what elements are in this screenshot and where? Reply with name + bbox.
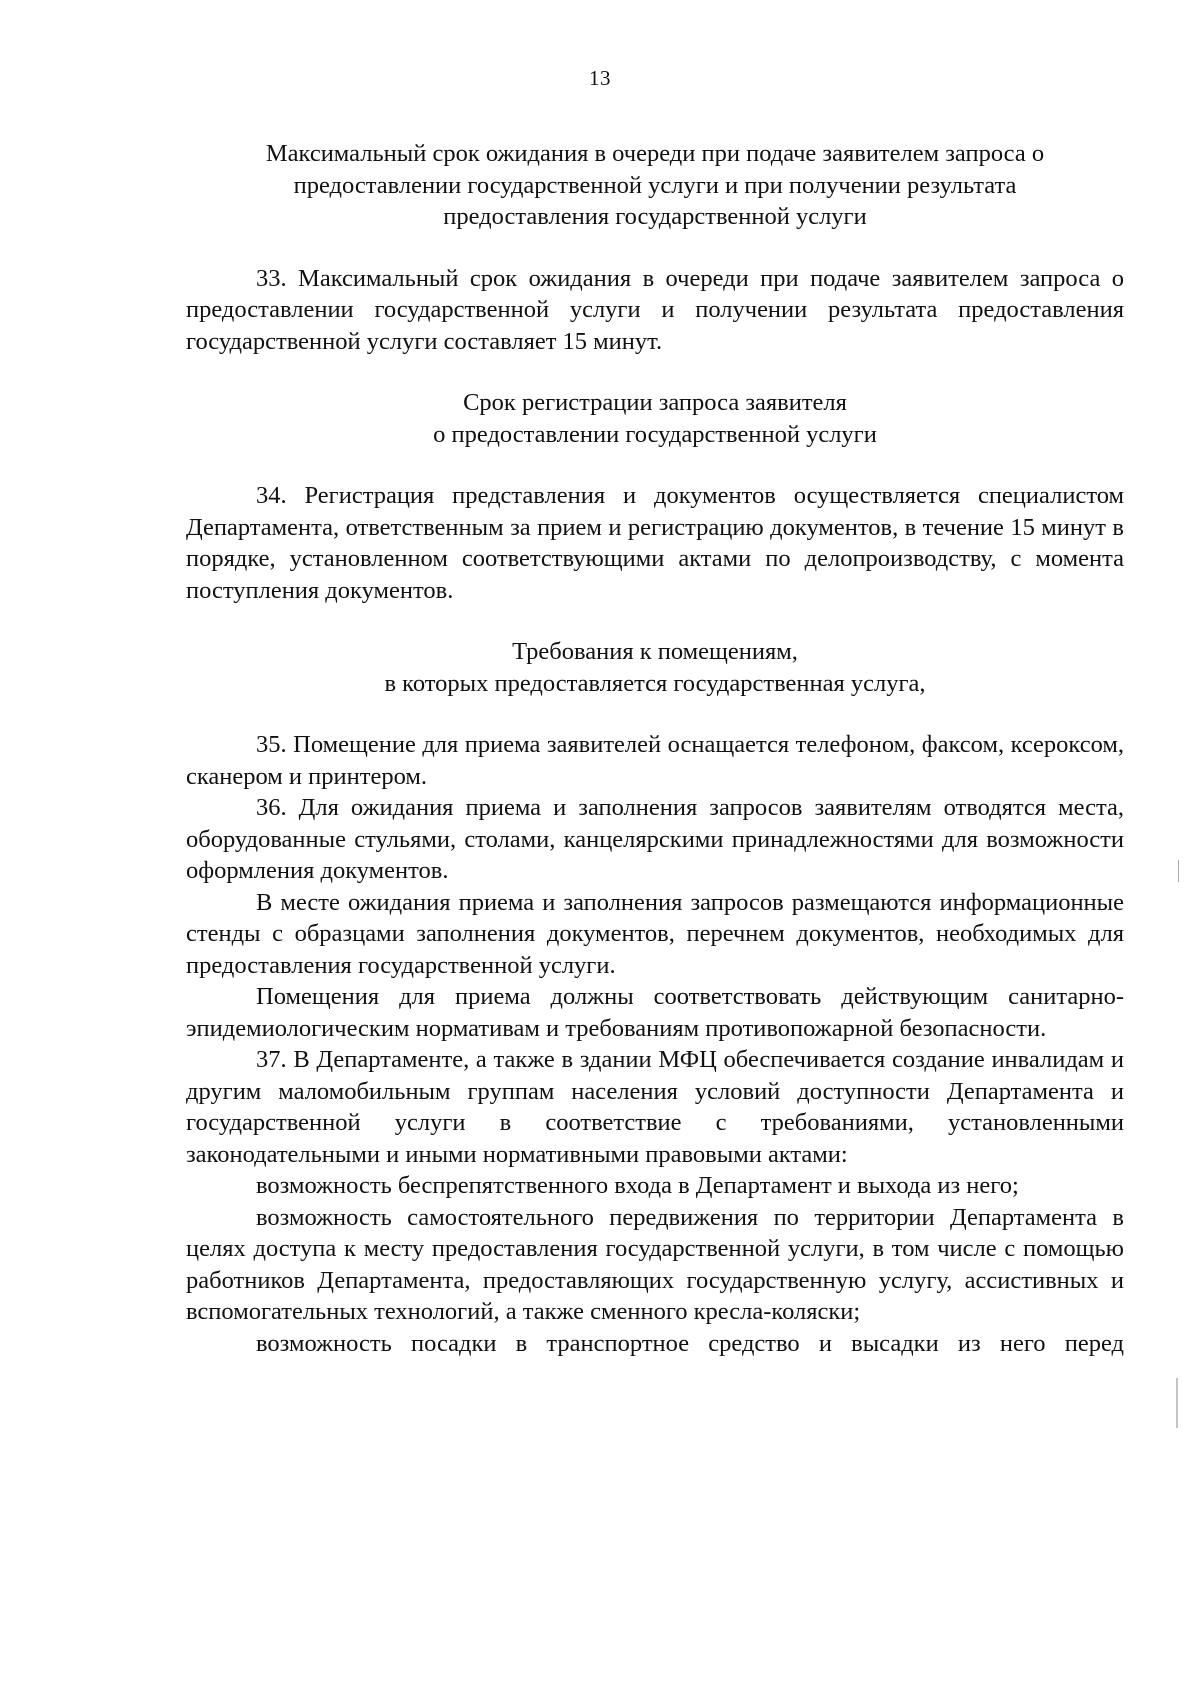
paragraph-33: 33. Максимальный срок ожидания в очереди при подаче заявителем запроса о предоставлении государственной услуги и получении результата предоставления государственной услуги составляет 15 минут. [186, 264, 1124, 355]
paragraph-36-sanitary: Помещения для приема должны соответствовать действующим санитарно-эпидемиологическим нормативам и требованиям противопожарной безопасности. [186, 983, 1124, 1042]
paragraph-36: 36. Для ожидания приема и заполнения запросов заявителям отводятся места, оборудованные стульями, столами, канцелярскими принадлежностями для возможности оформления документов. [186, 794, 1124, 884]
paragraph-37-entry: возможность беспрепятственного входа в Департамент и выхода из него; [256, 1172, 1019, 1199]
paragraph-34: 34. Регистрация представления и документов осуществляется специалистом Департамента, ответственным за прием и регистрацию документов, в течение 15 минут в порядке, установленном соответствующими актами по делопроизводству, с момента поступления документов. [186, 482, 1124, 604]
scan-artifact [1178, 860, 1179, 882]
scan-artifact [1176, 1378, 1178, 1428]
heading-line: Требования к помещениям, [512, 638, 798, 665]
heading-line: предоставления государственной услуги [443, 203, 867, 230]
section-heading-waiting-time [186, 138, 1124, 233]
paragraph-35: 35. Помещение для приема заявителей оснащается телефоном, факсом, ксероксом, сканером и принтером. [186, 731, 1124, 790]
paragraph-37-transport: возможность посадки в транспортное средство и высадки из него перед [256, 1329, 1124, 1357]
heading-line: в которых предоставляется государственная услуга, [384, 669, 926, 697]
document-body [186, 138, 1124, 1359]
section-heading-premises [186, 636, 1124, 699]
heading-line: о предоставлении государственной услуги [433, 420, 877, 448]
paragraph-37-movement: возможность самостоятельного передвижения по территории Департамента в целях доступа к месту предоставления государственной услуги, в том числе с помощью работников Департамента, предоставляющих государственную услугу, ассистивных и вспомогательных технологий, а также сменного кресла-коляски; [186, 1203, 1124, 1325]
heading-line: Срок регистрации запроса заявителя [463, 389, 847, 416]
heading-line: предоставлении государственной услуги и при получении результата [293, 171, 1017, 199]
paragraph-36-info-stands: В месте ожидания приема и заполнения запросов размещаются информационные стенды с образцами заполнения документов, перечнем документов, необходимых для предоставления государственной услуги. [186, 888, 1124, 979]
heading-line: Максимальный срок ожидания в очереди при подаче заявителем запроса о [265, 140, 1045, 167]
page-number: 13 [589, 66, 611, 90]
section-heading-registration-time [186, 387, 1124, 450]
paragraph-37: 37. В Департаменте, а также в здании МФЦ обеспечивается создание инвалидам и другим маломобильным группам населения условий доступности Департамента и государственной услуги в соответствие с требованиями, установленными законодательными и иными нормативными правовыми актами: [186, 1046, 1124, 1168]
